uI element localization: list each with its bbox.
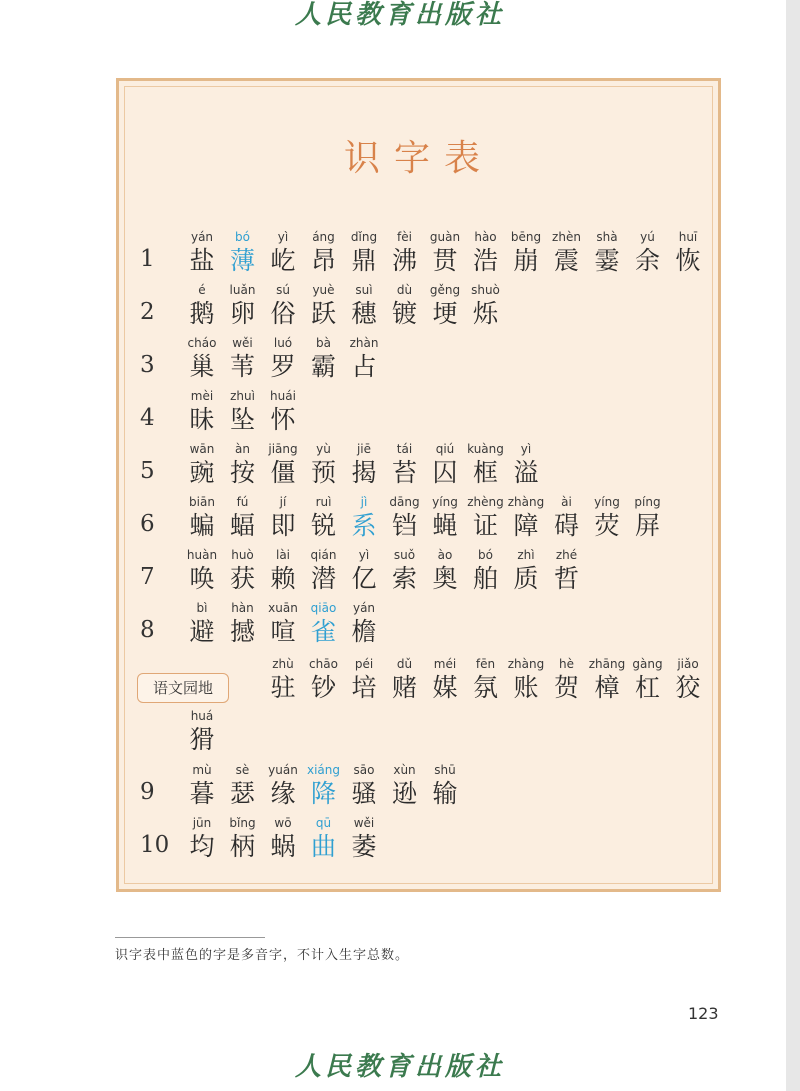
footnote-rule: [115, 937, 265, 938]
hanzi: 障: [513, 511, 539, 540]
page-title: 识字表: [343, 138, 494, 179]
character-cell: [425, 761, 465, 809]
section-tag-yuwen-yuandi: 语文园地: [137, 673, 229, 703]
pinyin: shuò: [471, 283, 500, 297]
hanzi: 巢: [189, 352, 215, 381]
hanzi: 怀: [270, 405, 296, 434]
lesson-number: 7: [140, 564, 155, 590]
table-row: [0, 814, 800, 864]
hanzi: 即: [270, 511, 296, 540]
pinyin: yì: [277, 230, 289, 244]
hanzi: 贺: [553, 673, 579, 702]
pinyin: suì: [355, 283, 373, 297]
pinyin: mù: [192, 763, 212, 777]
lesson-number: 1: [140, 246, 155, 272]
hanzi: 穗: [351, 299, 377, 328]
hanzi: 亿: [351, 564, 377, 593]
pinyin: fú: [236, 495, 249, 509]
pinyin: qū: [315, 816, 332, 830]
table-row: [0, 228, 800, 278]
pinyin: huī: [678, 230, 698, 244]
hanzi: 恢: [675, 246, 701, 275]
pinyin: jí: [279, 495, 287, 509]
character-cell: [506, 440, 546, 488]
hanzi: 揭: [351, 458, 377, 487]
pinyin: ài: [561, 495, 572, 509]
pinyin: bà: [316, 336, 331, 350]
hanzi: 暮: [189, 779, 215, 808]
pinyin: huò: [231, 548, 254, 562]
pinyin: jiǎo: [677, 657, 699, 671]
pinyin: luǎn: [229, 283, 256, 297]
hanzi: 舶: [472, 564, 498, 593]
pinyin: fēn: [475, 657, 496, 671]
pinyin: lài: [275, 548, 291, 562]
hanzi: 囚: [432, 458, 458, 487]
pinyin: mèi: [190, 389, 214, 403]
hanzi: 哲: [553, 564, 579, 593]
pinyin: péi: [354, 657, 374, 671]
hanzi: 鹅: [189, 299, 215, 328]
pinyin: fèi: [397, 230, 412, 244]
hanzi: 苇: [229, 352, 255, 381]
hanzi: 罗: [270, 352, 296, 381]
hanzi: 盐: [189, 246, 215, 275]
table-row: [0, 440, 800, 490]
hanzi: 蝠: [229, 511, 255, 540]
hanzi: 杠: [634, 673, 660, 702]
table-row: [0, 761, 800, 811]
pinyin: qiāo: [310, 601, 337, 615]
hanzi: 昂: [310, 246, 336, 275]
table-row: [0, 493, 800, 543]
hanzi: 均: [189, 832, 215, 861]
character-cell: [668, 228, 708, 276]
hanzi: 狡: [675, 673, 701, 702]
table-row: [0, 546, 800, 596]
character-cell: [344, 334, 384, 382]
hanzi: 降: [310, 779, 336, 808]
hanzi: 豌: [189, 458, 215, 487]
hanzi: 蝙: [189, 511, 215, 540]
pinyin: bǐng: [229, 816, 256, 830]
hanzi: 媒: [432, 673, 458, 702]
hanzi: 瑟: [229, 779, 255, 808]
hanzi: 坠: [229, 405, 255, 434]
hanzi: 输: [432, 779, 458, 808]
hanzi: 檐: [351, 617, 377, 646]
pinyin: dāng: [389, 495, 420, 509]
pinyin: qiú: [435, 442, 455, 456]
hanzi: 奥: [432, 564, 458, 593]
character-cell: [466, 281, 506, 329]
pinyin: dǔ: [396, 657, 413, 671]
hanzi: 锐: [310, 511, 336, 540]
hanzi: 卵: [229, 299, 255, 328]
character-cell: [547, 546, 587, 594]
hanzi: 柄: [229, 832, 255, 861]
hanzi: 账: [513, 673, 539, 702]
hanzi: 薄: [229, 246, 255, 275]
hanzi: 雀: [310, 617, 336, 646]
pinyin: píng: [634, 495, 661, 509]
hanzi: 屏: [634, 511, 660, 540]
pinyin: kuàng: [467, 442, 504, 456]
pinyin: chāo: [309, 657, 338, 671]
pinyin: wān: [189, 442, 215, 456]
pinyin: jiāng: [268, 442, 298, 456]
pinyin: yuè: [312, 283, 335, 297]
hanzi: 驻: [270, 673, 296, 702]
hanzi: 系: [351, 511, 377, 540]
pinyin: zhàng: [507, 657, 545, 671]
page-number: 123: [688, 1004, 719, 1023]
pinyin: dù: [396, 283, 413, 297]
character-cell: [628, 493, 668, 541]
hanzi: 潜: [310, 564, 336, 593]
pinyin: zhèn: [552, 230, 581, 244]
hanzi: 跃: [310, 299, 336, 328]
pinyin: jì: [360, 495, 368, 509]
lesson-number: 4: [140, 405, 155, 431]
hanzi: 僵: [270, 458, 296, 487]
hanzi: 蜗: [270, 832, 296, 861]
pinyin: zhù: [272, 657, 294, 671]
pinyin: suǒ: [393, 548, 416, 562]
hanzi: 樟: [594, 673, 620, 702]
pinyin: zhuì: [230, 389, 255, 403]
pinyin: luó: [273, 336, 293, 350]
hanzi: 震: [553, 246, 579, 275]
pinyin: shà: [596, 230, 618, 244]
hanzi: 氛: [472, 673, 498, 702]
pinyin: wěi: [232, 336, 253, 350]
pinyin: bó: [235, 230, 250, 244]
pinyin: gàng: [632, 657, 663, 671]
pinyin: huàn: [186, 548, 218, 562]
hanzi: 沸: [391, 246, 417, 275]
hanzi: 霎: [594, 246, 620, 275]
pinyin: zhàng: [507, 495, 545, 509]
pinyin: yíng: [432, 495, 458, 509]
hanzi: 框: [472, 458, 498, 487]
pinyin: xùn: [393, 763, 416, 777]
pinyin: zhì: [517, 548, 535, 562]
hanzi: 喧: [270, 617, 296, 646]
hanzi: 鼎: [351, 246, 377, 275]
hanzi: 曲: [310, 832, 336, 861]
pinyin: biān: [189, 495, 215, 509]
hanzi: 占: [351, 352, 377, 381]
table-row: [0, 387, 800, 437]
pinyin: cháo: [187, 336, 217, 350]
pinyin: jūn: [192, 816, 212, 830]
pinyin: zhèng: [467, 495, 504, 509]
pinyin: wō: [274, 816, 292, 830]
pinyin: yì: [520, 442, 532, 456]
lesson-number: 6: [140, 511, 155, 537]
hanzi: 烁: [472, 299, 498, 328]
publisher-logo-bottom: 人民教育出版社: [294, 1052, 505, 1082]
pinyin: sú: [276, 283, 290, 297]
pinyin: méi: [433, 657, 457, 671]
hanzi: 溢: [513, 458, 539, 487]
pinyin: zhāng: [588, 657, 626, 671]
hanzi: 萎: [351, 832, 377, 861]
hanzi: 撼: [229, 617, 255, 646]
lesson-number: 2: [140, 299, 155, 325]
character-cell: [263, 387, 303, 435]
hanzi: 赌: [391, 673, 417, 702]
lesson-number: 10: [140, 832, 170, 858]
pinyin: yù: [316, 442, 331, 456]
character-cell: [182, 707, 222, 755]
pinyin: dǐng: [350, 230, 378, 244]
hanzi: 按: [229, 458, 255, 487]
hanzi: 俗: [270, 299, 296, 328]
pinyin: ào: [437, 548, 453, 562]
pinyin: huái: [270, 389, 296, 403]
pinyin: zhàn: [349, 336, 379, 350]
hanzi: 霸: [310, 352, 336, 381]
hanzi: 预: [310, 458, 336, 487]
hanzi: 蝇: [432, 511, 458, 540]
pinyin: zhé: [555, 548, 578, 562]
pinyin: xiáng: [306, 763, 340, 777]
hanzi: 碍: [553, 511, 579, 540]
pinyin: áng: [312, 230, 335, 244]
pinyin: shū: [434, 763, 456, 777]
table-row: [0, 655, 800, 705]
pinyin: gěng: [429, 283, 461, 297]
pinyin: é: [198, 283, 206, 297]
hanzi: 荧: [594, 511, 620, 540]
lesson-number: 8: [140, 617, 155, 643]
lesson-number: 5: [140, 458, 155, 484]
hanzi: 崩: [513, 246, 539, 275]
hanzi: 获: [229, 564, 255, 593]
character-cell: [668, 655, 708, 703]
hanzi: 贯: [432, 246, 458, 275]
pinyin: sāo: [353, 763, 375, 777]
footnote: 识字表中蓝色的字是多音字，不计入生字总数。: [115, 948, 410, 963]
hanzi: 质: [513, 564, 539, 593]
hanzi: 屹: [270, 246, 296, 275]
pinyin: qián: [310, 548, 337, 562]
character-cell: [344, 814, 384, 862]
table-row: [0, 707, 800, 757]
pinyin: hào: [474, 230, 497, 244]
hanzi: 浩: [472, 246, 498, 275]
hanzi: 昧: [189, 405, 215, 434]
pinyin: ruì: [315, 495, 332, 509]
pinyin: xuān: [268, 601, 298, 615]
pinyin: wěi: [353, 816, 375, 830]
pinyin: yán: [352, 601, 376, 615]
pinyin: àn: [235, 442, 250, 456]
pinyin: jiē: [356, 442, 372, 456]
hanzi: 索: [391, 564, 417, 593]
pinyin: hè: [559, 657, 574, 671]
character-cell: [344, 599, 384, 647]
hanzi: 余: [634, 246, 660, 275]
hanzi: 埂: [432, 299, 458, 328]
pinyin: bó: [478, 548, 493, 562]
pinyin: guàn: [429, 230, 461, 244]
pinyin: yuán: [268, 763, 298, 777]
pinyin: tái: [396, 442, 413, 456]
table-row: [0, 334, 800, 384]
hanzi: 钞: [310, 673, 336, 702]
hanzi: 赖: [270, 564, 296, 593]
hanzi: 证: [472, 511, 498, 540]
hanzi: 猾: [189, 725, 215, 754]
hanzi: 培: [351, 673, 377, 702]
hanzi: 镀: [391, 299, 417, 328]
pinyin: bēng: [510, 230, 542, 244]
hanzi: 骚: [351, 779, 377, 808]
hanzi: 唤: [189, 564, 215, 593]
lesson-number: 9: [140, 779, 155, 805]
hanzi: 铛: [391, 511, 417, 540]
pinyin: bì: [196, 601, 208, 615]
pinyin: yíng: [594, 495, 620, 509]
lesson-number: 3: [140, 352, 155, 378]
pinyin: hàn: [231, 601, 254, 615]
hanzi: 避: [189, 617, 215, 646]
table-row: [0, 599, 800, 649]
table-row: [0, 281, 800, 331]
publisher-logo-top: 人民教育出版社: [294, 0, 505, 30]
hanzi: 逊: [391, 779, 417, 808]
pinyin: huá: [190, 709, 214, 723]
hanzi: 缘: [270, 779, 296, 808]
pinyin: sè: [235, 763, 250, 777]
pinyin: yán: [190, 230, 214, 244]
pinyin: yì: [358, 548, 370, 562]
hanzi: 苔: [391, 458, 417, 487]
pinyin: yú: [640, 230, 655, 244]
